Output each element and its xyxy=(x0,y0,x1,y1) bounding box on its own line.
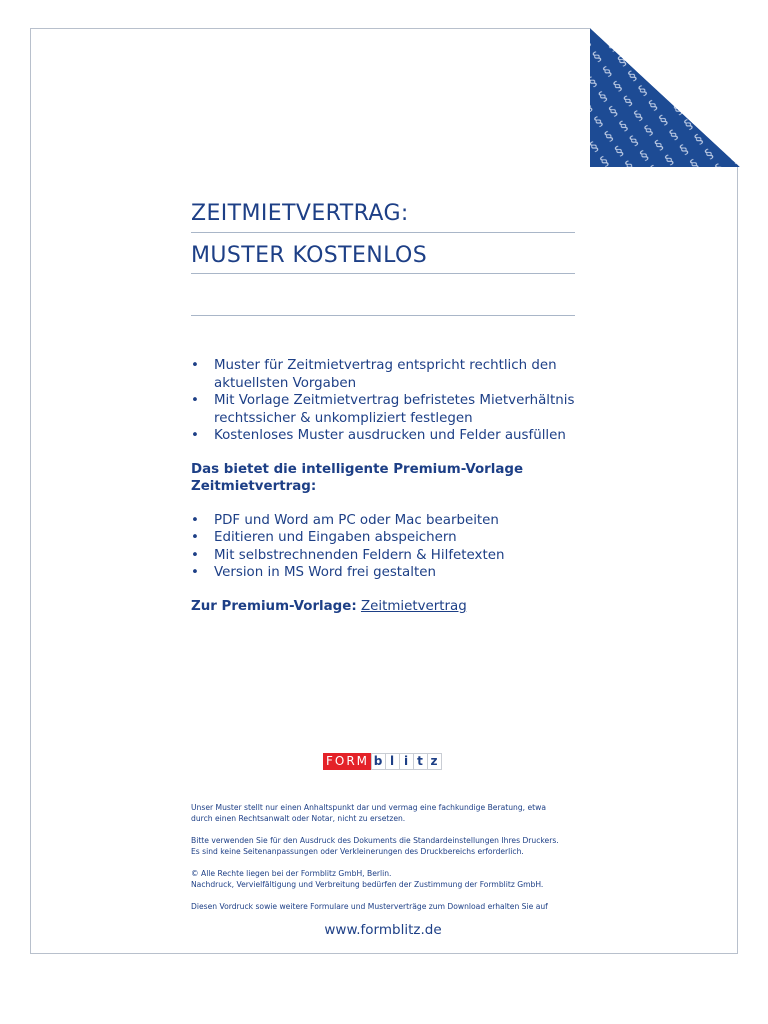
logo-letter: b xyxy=(371,753,386,770)
bullet: • xyxy=(191,530,199,545)
logo-letter: l xyxy=(385,753,400,770)
main-content xyxy=(191,357,591,615)
bullet: • xyxy=(191,565,199,580)
bullet: • xyxy=(191,547,199,563)
section-divider xyxy=(191,315,575,316)
website-link[interactable]: www.formblitz.de xyxy=(324,922,442,938)
formblitz-logo xyxy=(323,753,442,770)
list-item: • Muster für Zeitmietvertrag entspricht rechtlich den aktuellsten Vorgaben xyxy=(191,358,557,391)
list-item: • Mit selbstrechnenden Feldern & Hilfetexten xyxy=(191,547,505,563)
download-hint-text: Diesen Vordruck sowie weitere Formulare und Musterverträge zum Download erhalten Sie auf xyxy=(191,902,548,911)
page-title-line1: ZEITMIETVERTRAG: xyxy=(191,201,409,226)
premium-template-link[interactable]: Zeitmietvertrag xyxy=(360,598,467,614)
paragraph-pattern-corner-icon xyxy=(590,28,740,167)
title-divider xyxy=(191,232,575,233)
bullet: • xyxy=(191,428,199,443)
bullet: • xyxy=(191,393,199,408)
bullet: • xyxy=(191,512,199,528)
list-item: • Version in MS Word frei gestalten xyxy=(191,565,436,580)
logo-letter: t xyxy=(413,753,428,770)
bullet: • xyxy=(191,358,199,373)
copyright-text: © Alle Rechte liegen bei der Formblitz GmbH, Berlin. Nachdruck, Vervielfältigung und Verbreitung bedürfen der Zustimmung der Formblitz GmbH. xyxy=(191,869,544,889)
print-hint-text: Bitte verwenden Sie für den Ausdruck des Dokuments die Standardeinstellungen Ihres Druckers. Es sind keine Seitenanpassungen oder Verkleinerungen des Druckbereichs erforderlich. xyxy=(191,836,559,856)
logo-letter: i xyxy=(399,753,414,770)
list-item: • Kostenloses Muster ausdrucken und Felder ausfüllen xyxy=(191,428,566,443)
title-divider xyxy=(191,273,575,274)
disclaimer-text: Unser Muster stellt nur einen Anhaltspunkt dar und vermag eine fachkundige Beratung, etwa durch einen Rechtsanwalt oder Notar, nicht zu ersetzen. xyxy=(191,803,547,823)
list-item: • Mit Vorlage Zeitmietvertrag befristetes Mietverhältnis rechtssicher & unkompliziert festlegen xyxy=(191,393,575,426)
premium-features-list xyxy=(191,512,591,582)
premium-link-line xyxy=(191,598,591,616)
logo-form: FORM xyxy=(323,753,372,770)
intro-list xyxy=(191,357,591,445)
list-item: • Editieren und Eingaben abspeichern xyxy=(191,530,457,545)
premium-heading: Das bietet die intelligente Premium-Vorlage Zeitmietvertrag: xyxy=(191,461,524,494)
logo-letter: z xyxy=(427,753,442,770)
page-title-line2: MUSTER KOSTENLOS xyxy=(191,243,428,268)
list-item: • PDF und Word am PC oder Mac bearbeiten xyxy=(191,512,499,528)
premium-link-label: Zur Premium-Vorlage: xyxy=(191,598,357,614)
